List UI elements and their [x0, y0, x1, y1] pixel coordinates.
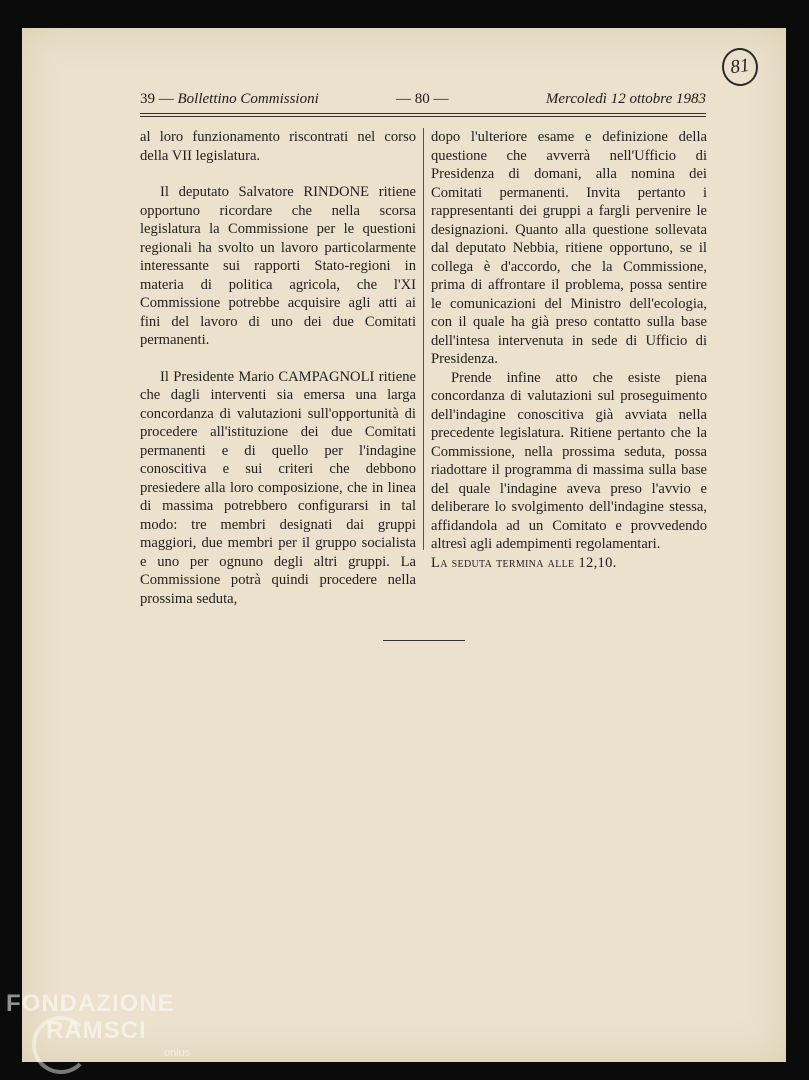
handwritten-page-number: 81 — [720, 46, 761, 89]
paragraph: Prende infine atto che esiste piena concordanza di valutazioni sul proseguimento dell'indagine conoscitiva già avviata nella precedente legislatura. Ritiene pertanto che la Commissione, nella prossima seduta, possa riadottare il programma di massima sulla base del quale l'indagine aveva preso l'avvio e deliberare lo svolgimento dell'indagine stessa, affidandola ad un Comitato e provvedendo altresì agli adempimenti regolamentari. — [431, 369, 707, 552]
running-header — [140, 91, 706, 113]
publication-title: Bollettino Commissioni — [177, 91, 319, 107]
header-date: Mercoledì 12 ottobre 1983 — [545, 91, 706, 107]
watermark-line-2: RAMSCI — [46, 1017, 147, 1044]
paragraph: Il Presidente Mario CAMPAGNOLI ritiene che dagli interventi sia emersa una larga concordanza di valutazioni sull'opportunità di procedere all'istituzione dei due Comitati permanenti e di quello per l'indagine conoscitiva e sui criteri che debbono presiedere alla loro composizione, che in linea di massima potrebbero configurarsi in tal modo: tre membri designati dai gruppi maggiori, due membri per il gruppo socialista e uno per ognuno degli altri gruppi. La Commissione potrà quindi procedere nella prossima seduta, — [140, 368, 416, 607]
left-column — [140, 128, 416, 608]
column-divider — [423, 128, 424, 550]
header-left: 39 — Bollettino Commissioni — [140, 91, 319, 107]
issue-number: 39 — [140, 91, 155, 107]
right-column — [431, 128, 707, 572]
end-rule — [383, 640, 465, 641]
paragraph: al loro funzionamento riscontrati nel corso della VII legislatura. — [140, 129, 416, 164]
page-number: — 80 — — [396, 91, 449, 107]
watermark-line-1: FONDAZIONE — [6, 990, 175, 1017]
paragraph: Il deputato Salvatore RINDONE ritiene opportuno ricordare che nella scorsa legislatura la Commissione per le questioni regionali ha svolto un lavoro particolarmente interessante sui rapporti Stato-regioni in materia di politica agricola, che l'XI Commissione potrebbe acquisire agli atti ai fini del lavoro di uno dei due Comitati permanenti. — [140, 184, 416, 348]
watermark-line-3: onlus — [164, 1047, 191, 1059]
header-rule-top — [140, 113, 706, 114]
closing-note: La seduta termina alle 12,10. — [431, 554, 617, 571]
header-rule-bottom — [140, 116, 706, 117]
paragraph: dopo l'ulteriore esame e definizione della questione che avverrà nell'Ufficio di Presidenza di domani, alla nomina dei Comitati permanenti. Invita pertanto i rappresentanti dei gruppi a fargli pervenire le designazioni. Quanto alla questione sollevata dal deputato Nebbia, ritiene opportuno, se il collega è d'accordo, che la Commissione, prima di affrontare il problema, possa sentire le comunicazioni del Ministro dell'ecologia, con il quale ha già preso contatto sulla base dell'intesa intervenuta in sede di Ufficio di Presidenza. — [431, 129, 707, 367]
fondazione-gramsci-watermark — [6, 990, 206, 1070]
